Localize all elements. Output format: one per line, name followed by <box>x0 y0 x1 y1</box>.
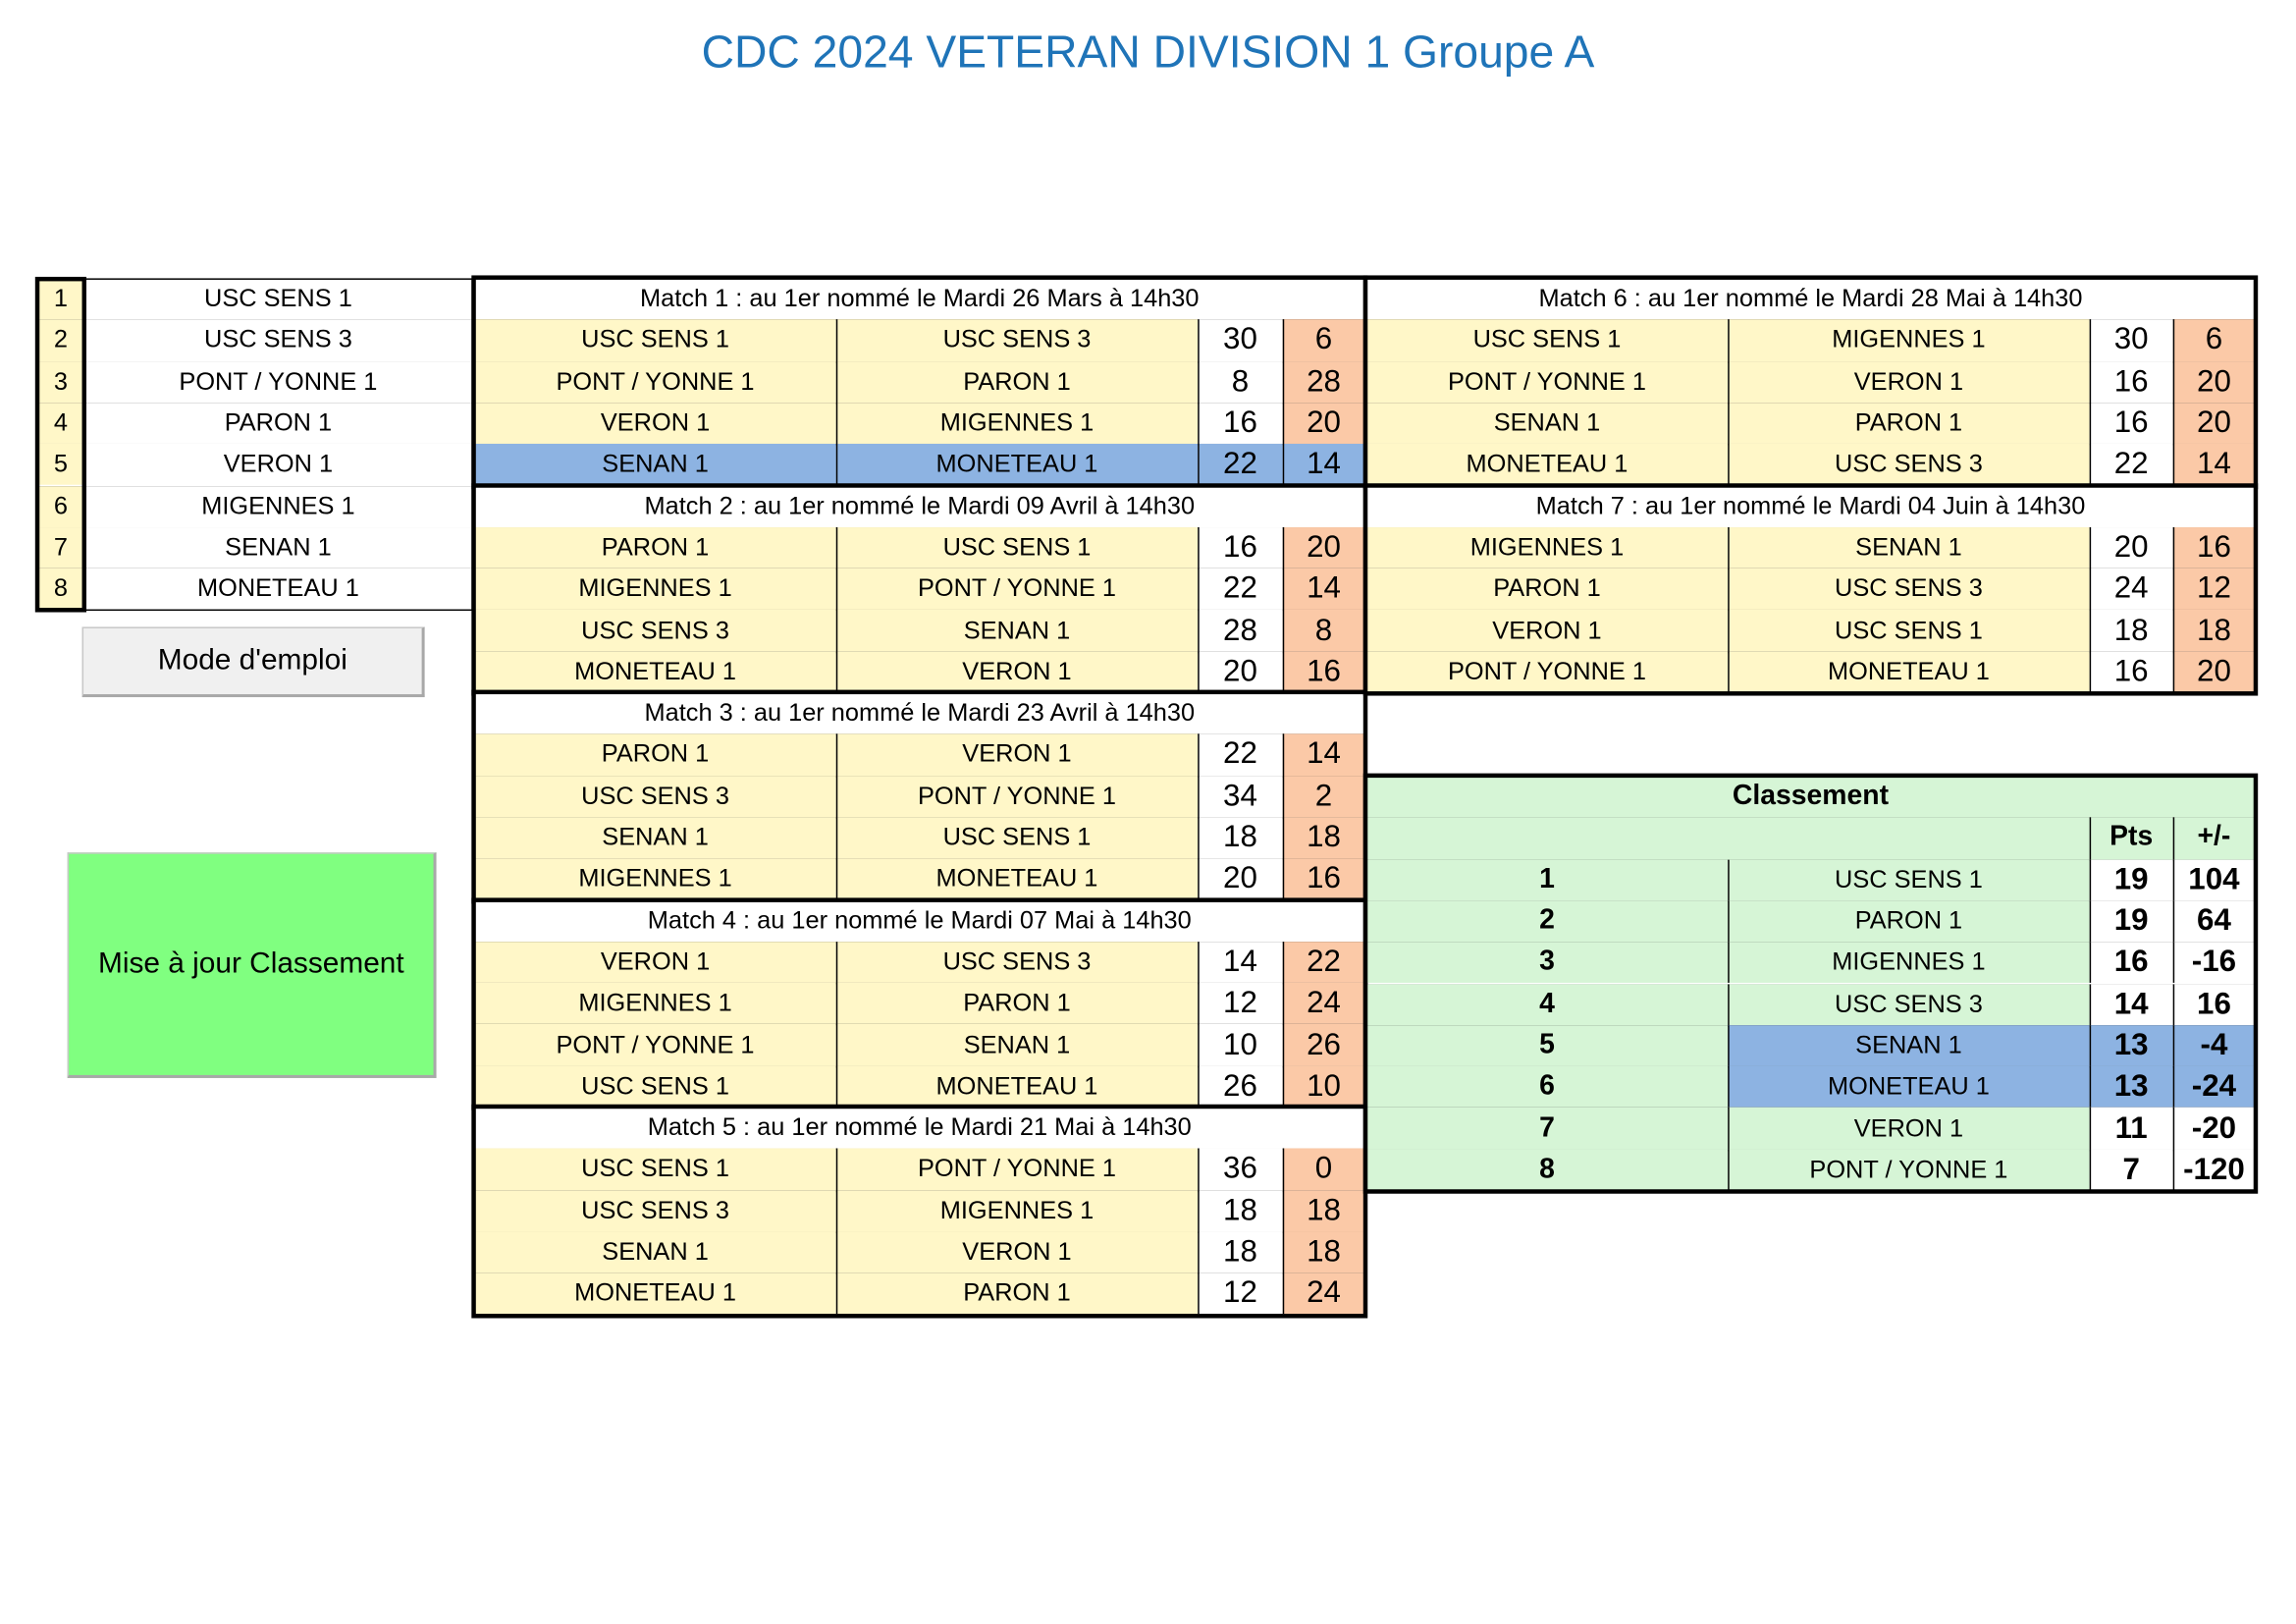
diff-header: +/- <box>2173 818 2256 859</box>
grid-line <box>2090 818 2091 859</box>
grid-line <box>1198 527 1199 693</box>
ranked-team: PARON 1 <box>1728 900 2089 942</box>
match-header: Match 4 : au 1er nommé le Mardi 07 Mai à 14h30 <box>474 900 1364 942</box>
grid-line <box>1198 942 1199 1108</box>
team-points: 13 <box>2090 1025 2173 1066</box>
grid-line <box>2090 942 2091 983</box>
away-team: MIGENNES 1 <box>1728 320 2089 361</box>
away-team: USC SENS 1 <box>836 817 1198 858</box>
home-team: VERON 1 <box>474 942 835 983</box>
away-team: USC SENS 3 <box>836 942 1198 983</box>
rank-number: 6 <box>1366 1066 1728 1108</box>
grid-line <box>1198 320 1199 486</box>
grid-line <box>1283 1149 1284 1315</box>
mode-emploi-button[interactable]: Mode d'emploi <box>82 626 425 697</box>
home-team: VERON 1 <box>1366 610 1728 651</box>
home-team: PARON 1 <box>474 734 835 776</box>
pts-header: Pts <box>2090 818 2173 859</box>
home-score: 22 <box>1198 444 1283 485</box>
grid-line <box>2173 1025 2174 1066</box>
grid-line <box>2090 527 2091 693</box>
grid-line <box>1198 1149 1199 1315</box>
away-team: PARON 1 <box>836 983 1198 1024</box>
away-team: PARON 1 <box>1728 403 2089 444</box>
away-score: 10 <box>1283 1065 1365 1107</box>
grid-line <box>1728 984 1729 1025</box>
grid-line <box>1728 942 1729 983</box>
home-score: 20 <box>1198 651 1283 692</box>
away-score: 14 <box>1283 568 1365 610</box>
home-score: 16 <box>1198 403 1283 444</box>
team-name: MIGENNES 1 <box>83 485 473 526</box>
home-team: SENAN 1 <box>1366 403 1728 444</box>
home-score: 28 <box>1198 610 1283 651</box>
team-diff: 104 <box>2173 859 2256 900</box>
grid-line <box>2173 1150 2174 1191</box>
home-score: 12 <box>1198 1273 1283 1315</box>
away-team: VERON 1 <box>836 651 1198 692</box>
team-points: 19 <box>2090 900 2173 942</box>
away-team: SENAN 1 <box>836 610 1198 651</box>
home-score: 20 <box>2090 527 2173 568</box>
away-score: 20 <box>1283 403 1365 444</box>
match-header: Match 3 : au 1er nommé le Mardi 23 Avril à 14h30 <box>474 693 1364 734</box>
grid-line <box>2090 1066 2091 1108</box>
rank-number: 7 <box>1366 1108 1728 1149</box>
grid-line <box>836 734 837 900</box>
ranked-team: USC SENS 3 <box>1728 984 2089 1025</box>
home-team: SENAN 1 <box>474 1231 835 1272</box>
grid-line <box>2173 942 2174 983</box>
grid-line <box>836 942 837 1108</box>
ranked-team: MONETEAU 1 <box>1728 1066 2089 1108</box>
team-name: PONT / YONNE 1 <box>83 361 473 403</box>
page-title: CDC 2024 VETERAN DIVISION 1 Groupe A <box>701 26 1595 79</box>
home-team: MONETEAU 1 <box>474 1273 835 1315</box>
team-name: USC SENS 1 <box>83 278 473 319</box>
grid-line <box>1728 320 1729 486</box>
home-score: 22 <box>1198 734 1283 776</box>
home-score: 22 <box>1198 568 1283 610</box>
away-score: 28 <box>1283 361 1365 403</box>
match-header: Match 5 : au 1er nommé le Mardi 21 Mai à 14h30 <box>474 1108 1364 1149</box>
away-score: 14 <box>1283 734 1365 776</box>
home-team: PONT / YONNE 1 <box>474 361 835 403</box>
team-points: 13 <box>2090 1066 2173 1108</box>
ranking-title: Classement <box>1366 777 2255 818</box>
team-points: 14 <box>2090 984 2173 1025</box>
match-header: Match 6 : au 1er nommé le Mardi 28 Mai à 14h30 <box>1366 278 2255 319</box>
home-team: USC SENS 1 <box>474 320 835 361</box>
away-score: 16 <box>2173 527 2256 568</box>
away-team: PARON 1 <box>836 361 1198 403</box>
home-team: USC SENS 3 <box>474 1190 835 1231</box>
team-diff: 16 <box>2173 984 2256 1025</box>
away-score: 20 <box>1283 527 1365 568</box>
team-points: 19 <box>2090 859 2173 900</box>
away-team: MIGENNES 1 <box>836 1190 1198 1231</box>
home-score: 26 <box>1198 1065 1283 1107</box>
team-diff: -24 <box>2173 1066 2256 1108</box>
home-score: 36 <box>1198 1149 1283 1190</box>
team-number: 6 <box>38 485 83 526</box>
away-score: 8 <box>1283 610 1365 651</box>
home-score: 24 <box>2090 568 2173 610</box>
grid-line <box>1728 1150 1729 1191</box>
home-team: PARON 1 <box>1366 568 1728 610</box>
grid-line <box>1283 734 1284 900</box>
home-score: 18 <box>2090 610 2173 651</box>
home-team: MIGENNES 1 <box>1366 527 1728 568</box>
grid-line <box>2173 818 2174 859</box>
grid-line <box>2173 900 2174 942</box>
grid-line <box>38 610 473 611</box>
away-team: MONETEAU 1 <box>1728 651 2089 692</box>
grid-line <box>83 278 84 610</box>
away-team: MONETEAU 1 <box>836 1065 1198 1107</box>
home-score: 30 <box>1198 320 1283 361</box>
home-score: 18 <box>1198 1231 1283 1272</box>
grid-line <box>471 278 472 610</box>
team-diff: 64 <box>2173 900 2256 942</box>
ranked-team: MIGENNES 1 <box>1728 942 2089 983</box>
team-points: 7 <box>2090 1150 2173 1191</box>
grid-line <box>836 1149 837 1315</box>
away-score: 24 <box>1283 983 1365 1024</box>
grid-line <box>1728 1108 1729 1149</box>
grid-line <box>836 320 837 486</box>
grid-line <box>2173 527 2174 693</box>
away-score: 6 <box>2173 320 2256 361</box>
rank-number: 2 <box>1366 900 1728 942</box>
team-diff: -16 <box>2173 942 2256 983</box>
home-team: USC SENS 3 <box>474 776 835 817</box>
away-team: MIGENNES 1 <box>836 403 1198 444</box>
ranked-team: USC SENS 1 <box>1728 859 2089 900</box>
grid-line <box>1728 1025 1729 1066</box>
grid-line <box>836 527 837 693</box>
away-team: USC SENS 3 <box>1728 444 2089 485</box>
away-team: USC SENS 3 <box>836 320 1198 361</box>
home-team: USC SENS 1 <box>474 1149 835 1190</box>
away-team: USC SENS 1 <box>1728 610 2089 651</box>
team-name: USC SENS 3 <box>83 320 473 361</box>
away-team: MONETEAU 1 <box>836 858 1198 899</box>
team-diff: -120 <box>2173 1150 2256 1191</box>
team-number: 1 <box>38 278 83 319</box>
grid-line <box>2090 320 2091 486</box>
away-score: 18 <box>1283 817 1365 858</box>
grid-line <box>2173 320 2174 486</box>
update-ranking-button[interactable]: Mise à jour Classement <box>68 852 437 1078</box>
away-team: VERON 1 <box>836 1231 1198 1272</box>
away-team: VERON 1 <box>836 734 1198 776</box>
grid-line <box>1198 734 1199 900</box>
away-team: SENAN 1 <box>836 1024 1198 1065</box>
grid-line <box>1728 527 1729 693</box>
away-score: 18 <box>1283 1190 1365 1231</box>
away-score: 12 <box>2173 568 2256 610</box>
home-team: SENAN 1 <box>474 444 835 485</box>
away-team: PONT / YONNE 1 <box>836 1149 1198 1190</box>
grid-line <box>1366 1191 2255 1192</box>
grid-line <box>2090 984 2091 1025</box>
home-team: PONT / YONNE 1 <box>1366 361 1728 403</box>
grid-line <box>1728 900 1729 942</box>
team-name: PARON 1 <box>83 403 473 444</box>
away-score: 20 <box>2173 651 2256 692</box>
home-team: PONT / YONNE 1 <box>1366 651 1728 692</box>
grid-line <box>2090 859 2091 900</box>
home-score: 16 <box>1198 527 1283 568</box>
team-number: 7 <box>38 527 83 568</box>
rank-number: 1 <box>1366 859 1728 900</box>
home-team: SENAN 1 <box>474 817 835 858</box>
away-team: USC SENS 1 <box>836 527 1198 568</box>
team-diff: -4 <box>2173 1025 2256 1066</box>
home-score: 10 <box>1198 1024 1283 1065</box>
home-team: VERON 1 <box>474 403 835 444</box>
team-name: SENAN 1 <box>83 527 473 568</box>
team-name: VERON 1 <box>83 444 473 485</box>
ranking-header-spacer <box>1366 818 2090 859</box>
home-team: MIGENNES 1 <box>474 858 835 899</box>
grid-line <box>1366 693 2255 694</box>
away-score: 0 <box>1283 1149 1365 1190</box>
away-score: 24 <box>1283 1273 1365 1315</box>
home-score: 30 <box>2090 320 2173 361</box>
home-score: 14 <box>1198 942 1283 983</box>
grid-line <box>2090 1150 2091 1191</box>
home-score: 16 <box>2090 361 2173 403</box>
home-team: PONT / YONNE 1 <box>474 1024 835 1065</box>
away-score: 26 <box>1283 1024 1365 1065</box>
home-score: 18 <box>1198 817 1283 858</box>
home-team: MIGENNES 1 <box>474 568 835 610</box>
home-team: USC SENS 1 <box>1366 320 1728 361</box>
away-score: 20 <box>2173 361 2256 403</box>
match-header: Match 1 : au 1er nommé le Mardi 26 Mars à 14h30 <box>474 278 1364 319</box>
grid-line <box>1728 1066 1729 1108</box>
home-score: 16 <box>2090 403 2173 444</box>
away-score: 22 <box>1283 942 1365 983</box>
grid-line <box>2173 1066 2174 1108</box>
away-score: 18 <box>1283 1231 1365 1272</box>
grid-line <box>2173 859 2174 900</box>
home-score: 16 <box>2090 651 2173 692</box>
home-score: 34 <box>1198 776 1283 817</box>
home-team: MIGENNES 1 <box>474 983 835 1024</box>
grid-line <box>1728 859 1729 900</box>
away-team: PONT / YONNE 1 <box>836 568 1198 610</box>
ranked-team: PONT / YONNE 1 <box>1728 1150 2089 1191</box>
away-team: PONT / YONNE 1 <box>836 776 1198 817</box>
ranked-team: VERON 1 <box>1728 1108 2089 1149</box>
grid-line <box>1283 320 1284 486</box>
home-score: 8 <box>1198 361 1283 403</box>
home-team: MONETEAU 1 <box>474 651 835 692</box>
grid-line <box>474 1315 1364 1316</box>
home-score: 12 <box>1198 983 1283 1024</box>
away-score: 16 <box>1283 651 1365 692</box>
team-number: 2 <box>38 320 83 361</box>
rank-number: 5 <box>1366 1025 1728 1066</box>
home-score: 20 <box>1198 858 1283 899</box>
home-score: 22 <box>2090 444 2173 485</box>
grid-line <box>1283 527 1284 693</box>
home-team: PARON 1 <box>474 527 835 568</box>
team-points: 11 <box>2090 1108 2173 1149</box>
grid-line <box>1283 942 1284 1108</box>
home-team: USC SENS 1 <box>474 1065 835 1107</box>
away-score: 16 <box>1283 858 1365 899</box>
grid-line <box>2090 1108 2091 1149</box>
away-score: 14 <box>1283 444 1365 485</box>
rank-number: 3 <box>1366 942 1728 983</box>
home-score: 18 <box>1198 1190 1283 1231</box>
match-header: Match 7 : au 1er nommé le Mardi 04 Juin à 14h30 <box>1366 485 2255 526</box>
team-points: 16 <box>2090 942 2173 983</box>
match-header: Match 2 : au 1er nommé le Mardi 09 Avril à 14h30 <box>474 485 1364 526</box>
team-name: MONETEAU 1 <box>83 568 473 610</box>
team-number: 5 <box>38 444 83 485</box>
grid-line <box>2173 1108 2174 1149</box>
away-team: MONETEAU 1 <box>836 444 1198 485</box>
team-number: 8 <box>38 568 83 610</box>
away-team: SENAN 1 <box>1728 527 2089 568</box>
grid-line <box>2090 1025 2091 1066</box>
home-team: MONETEAU 1 <box>1366 444 1728 485</box>
team-number: 4 <box>38 403 83 444</box>
team-diff: -20 <box>2173 1108 2256 1149</box>
grid-line <box>2173 984 2174 1025</box>
rank-number: 4 <box>1366 984 1728 1025</box>
grid-line <box>38 278 473 279</box>
away-score: 2 <box>1283 776 1365 817</box>
rank-number: 8 <box>1366 1150 1728 1191</box>
grid-line <box>2090 900 2091 942</box>
away-score: 18 <box>2173 610 2256 651</box>
ranked-team: SENAN 1 <box>1728 1025 2089 1066</box>
home-team: USC SENS 3 <box>474 610 835 651</box>
team-number: 3 <box>38 361 83 403</box>
away-score: 20 <box>2173 403 2256 444</box>
away-team: VERON 1 <box>1728 361 2089 403</box>
away-team: PARON 1 <box>836 1273 1198 1315</box>
away-score: 14 <box>2173 444 2256 485</box>
away-score: 6 <box>1283 320 1365 361</box>
away-team: USC SENS 3 <box>1728 568 2089 610</box>
